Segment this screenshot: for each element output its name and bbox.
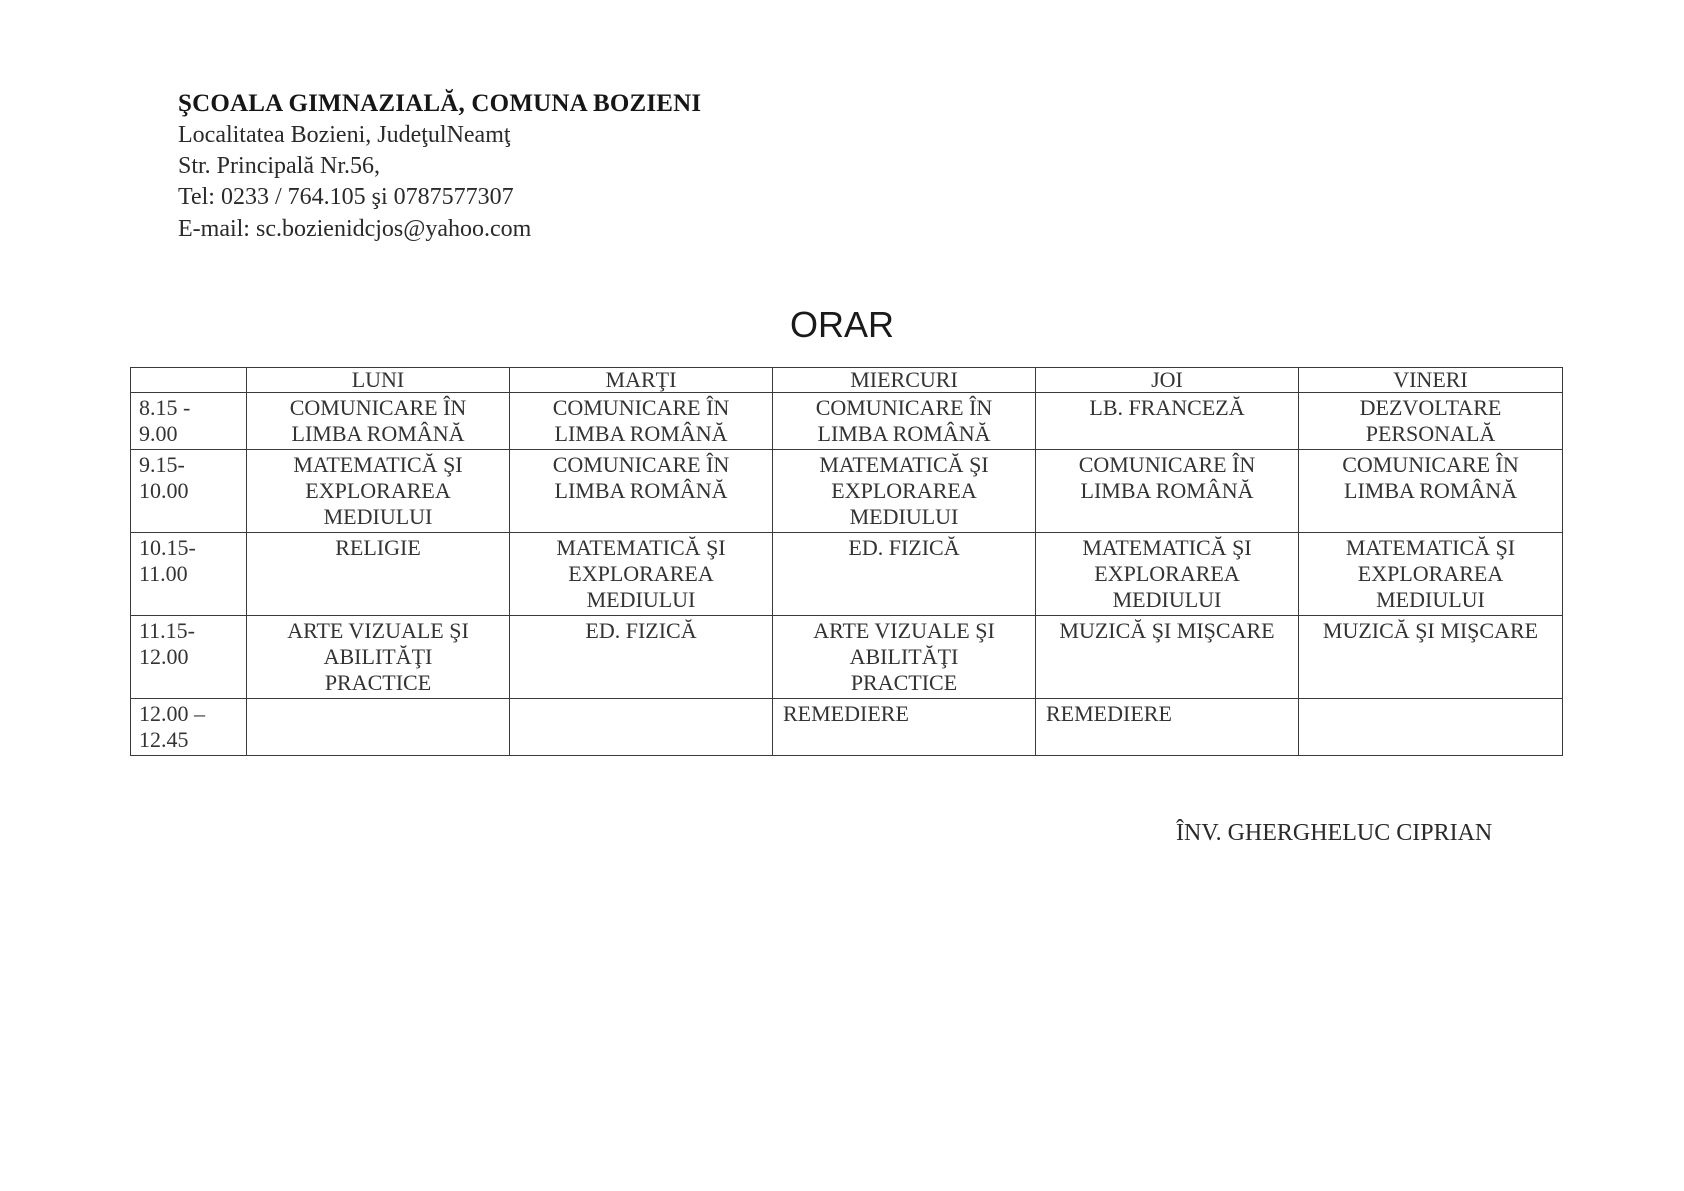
time-end: 11.00 (139, 561, 188, 586)
subject-line: LIMBA ROMÂNĂ (1344, 478, 1517, 503)
time-slot-cell (131, 616, 247, 699)
subject-cell (510, 450, 773, 533)
subject-line: LIMBA ROMÂNĂ (554, 478, 728, 503)
teacher-signature: ÎNV. GHERGHELUC CIPRIAN (1176, 820, 1493, 846)
subject-line: EXPLORAREA (305, 478, 451, 503)
subject-cell (1036, 393, 1299, 450)
subject-line: ABILITĂŢI (323, 644, 433, 669)
subject-cell-empty (510, 699, 773, 756)
time-start: 10.15- (139, 535, 196, 560)
subject-line: COMUNICARE ÎN (289, 395, 467, 420)
subject-cell (1036, 450, 1299, 533)
school-locality: Localitatea Bozieni, JudeţulNeamţ (178, 122, 511, 148)
subject-cell (1036, 699, 1299, 756)
time-start: 9.15- (139, 452, 185, 477)
subject-line: MATEMATICĂ ŞI (293, 452, 463, 477)
subject-line: REMEDIERE (1046, 701, 1172, 726)
subject-cell (1036, 533, 1299, 616)
subject-line: COMUNICARE ÎN (1342, 452, 1519, 477)
subject-cell (247, 450, 510, 533)
subject-line: MATEMATICĂ ŞI (556, 535, 726, 560)
subject-line: LB. FRANCEZĂ (1089, 395, 1245, 420)
subject-line: EXPLORAREA (831, 478, 977, 503)
subject-line: RELIGIE (335, 535, 421, 560)
time-slot-cell (131, 393, 247, 450)
subject-line: MEDIULUI (1376, 587, 1485, 612)
table-row (131, 699, 1563, 756)
subject-cell (510, 393, 773, 450)
timetable-corner-cell (131, 368, 247, 393)
time-slot-cell (131, 533, 247, 616)
time-end: 10.00 (139, 478, 189, 503)
day-header-luni: LUNI (247, 368, 510, 393)
subject-line: MATEMATICĂ ŞI (1082, 535, 1252, 560)
subject-cell (773, 533, 1036, 616)
table-row (131, 533, 1563, 616)
subject-cell (1299, 393, 1563, 450)
school-street: Str. Principală Nr.56, (178, 153, 380, 179)
subject-line: MEDIULUI (1112, 587, 1222, 612)
subject-cell (247, 393, 510, 450)
table-row (131, 450, 1563, 533)
school-email: E-mail: sc.bozienidcjos@yahoo.com (178, 216, 532, 242)
subject-cell (1299, 450, 1563, 533)
table-row (131, 616, 1563, 699)
subject-cell (773, 393, 1036, 450)
subject-line: PRACTICE (324, 670, 432, 695)
time-slot-cell (131, 450, 247, 533)
subject-line: LIMBA ROMÂNĂ (817, 421, 991, 446)
time-start: 11.15- (139, 618, 196, 643)
time-slot-cell (131, 699, 247, 756)
timetable (130, 367, 1563, 756)
subject-line: MUZICĂ ŞI MIŞCARE (1059, 618, 1275, 643)
subject-line: ED. FIZICĂ (585, 618, 697, 643)
subject-line: ED. FIZICĂ (848, 535, 960, 560)
day-header-vineri: VINERI (1299, 368, 1563, 393)
subject-line: LIMBA ROMÂNĂ (554, 421, 728, 446)
page-title: ORAR (789, 304, 894, 345)
subject-cell (247, 533, 510, 616)
subject-cell (773, 616, 1036, 699)
subject-line: EXPLORAREA (1094, 561, 1240, 586)
subject-line: MEDIULUI (323, 504, 433, 529)
subject-cell (1299, 616, 1563, 699)
day-header-marti: MARŢI (510, 368, 773, 393)
subject-line: REMEDIERE (783, 701, 909, 726)
subject-line: COMUNICARE ÎN (815, 395, 993, 420)
subject-line: LIMBA ROMÂNĂ (291, 421, 465, 446)
time-end: 12.00 (139, 644, 189, 669)
timetable-header-row (131, 368, 1563, 393)
day-header-joi: JOI (1036, 368, 1299, 393)
subject-line: EXPLORAREA (568, 561, 714, 586)
subject-cell (773, 699, 1036, 756)
subject-line: PRACTICE (850, 670, 958, 695)
time-start: 8.15 - (139, 395, 191, 420)
time-start: 12.00 – (139, 701, 205, 726)
time-end: 12.45 (139, 727, 189, 752)
subject-line: ARTE VIZUALE ŞI (813, 618, 995, 643)
school-name: ŞCOALA GIMNAZIALĂ, COMUNA BOZIENI (178, 90, 702, 117)
subject-line: COMUNICARE ÎN (552, 395, 730, 420)
time-end: 9.00 (139, 421, 178, 446)
subject-line: COMUNICARE ÎN (1078, 452, 1256, 477)
subject-cell (1299, 533, 1563, 616)
subject-cell (510, 533, 773, 616)
subject-cell-empty (1299, 699, 1563, 756)
subject-cell (510, 616, 773, 699)
subject-line: PERSONALĂ (1365, 421, 1496, 446)
subject-line: MATEMATICĂ ŞI (819, 452, 989, 477)
day-header-miercuri: MIERCURI (773, 368, 1036, 393)
subject-line: MEDIULUI (586, 587, 696, 612)
subject-line: MUZICĂ ŞI MIŞCARE (1322, 618, 1539, 643)
subject-line: EXPLORAREA (1357, 561, 1504, 586)
subject-line: MATEMATICĂ ŞI (1345, 535, 1516, 560)
subject-cell-empty (247, 699, 510, 756)
subject-cell (1036, 616, 1299, 699)
school-header (178, 88, 878, 245)
subject-line: ARTE VIZUALE ŞI (287, 618, 469, 643)
subject-line: ABILITĂŢI (849, 644, 959, 669)
subject-line: LIMBA ROMÂNĂ (1080, 478, 1254, 503)
subject-line: DEZVOLTARE (1359, 395, 1502, 420)
school-phone: Tel: 0233 / 764.105 şi 0787577307 (178, 184, 514, 210)
subject-cell (247, 616, 510, 699)
subject-line: COMUNICARE ÎN (552, 452, 730, 477)
subject-cell (773, 450, 1036, 533)
subject-line: MEDIULUI (849, 504, 959, 529)
table-row (131, 393, 1563, 450)
